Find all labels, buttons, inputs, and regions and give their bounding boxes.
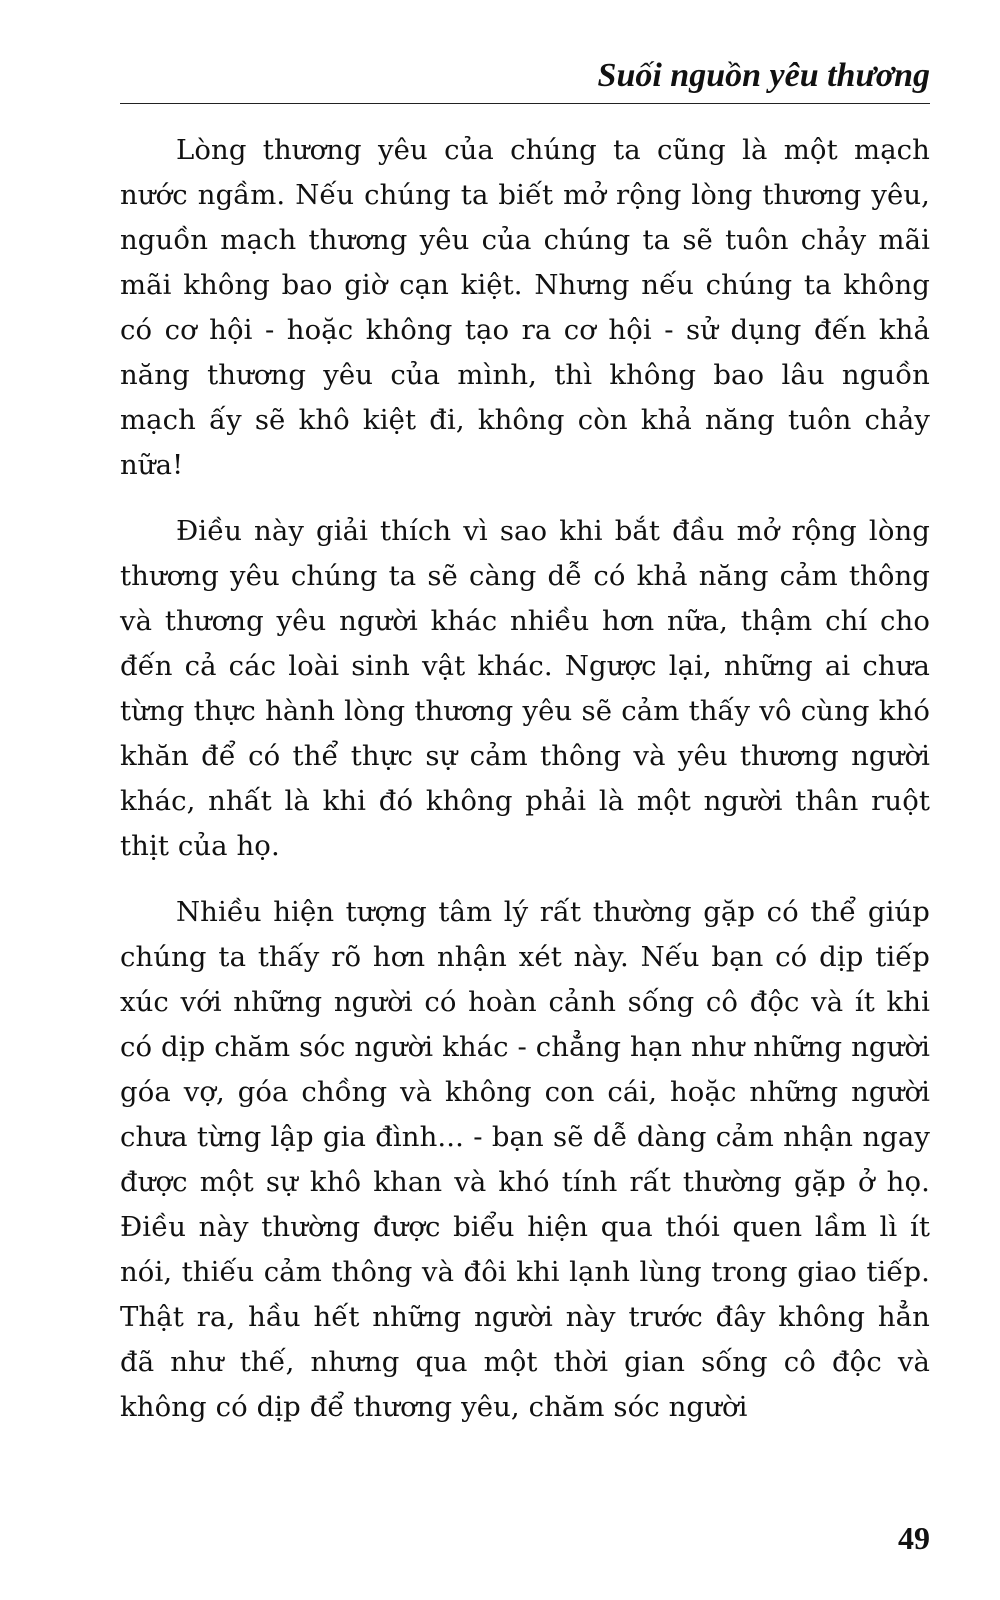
header-divider xyxy=(120,103,930,104)
paragraph-1: Lòng thương yêu của chúng ta cũng là một mạch nước ngầm. Nếu chúng ta biết mở rộng lòng thương yêu, nguồn mạch thương yêu của chúng ta sẽ tuôn chảy mãi mãi không bao giờ cạn kiệt. Nhưng nếu chúng ta không có cơ hội - hoặc không tạo ra cơ hội - sử dụng đến khả năng thương yêu của mình, thì không bao lâu nguồn mạch ấy sẽ khô kiệt đi, không còn khả năng tuôn chảy nữa! xyxy=(120,134,930,481)
paragraph-3: Nhiều hiện tượng tâm lý rất thường gặp có thể giúp chúng ta thấy rõ hơn nhận xét này. Nếu bạn có dịp tiếp xúc với những người có hoàn cảnh sống cô độc và ít khi có dịp chăm sóc người khác - chẳng hạn như những người góa vợ, góa chồng và không con cái, hoặc những người chưa từng lập gia đình... - bạn sẽ dễ dàng cảm nhận ngay được một sự khô khan và khó tính rất thường gặp ở họ. Điều này thường được biểu hiện qua thói quen lầm lì ít nói, thiếu cảm thông và đôi khi lạnh lùng trong giao tiếp. Thật ra, hầu hết những người này trước đây không hẳn đã như thế, nhưng qua một thời gian sống cô độc và không có dịp để thương yêu, chăm sóc người xyxy=(120,896,930,1423)
body-text xyxy=(120,128,930,1451)
running-header-title: Suối nguồn yêu thương xyxy=(597,57,930,94)
page-number: 49 xyxy=(898,1520,930,1556)
paragraph-2: Điều này giải thích vì sao khi bắt đầu mở rộng lòng thương yêu chúng ta sẽ càng dễ có khả năng cảm thông và thương yêu người khác nhiều hơn nữa, thậm chí cho đến cả các loài sinh vật khác. Ngược lại, những ai chưa từng thực hành lòng thương yêu sẽ cảm thấy vô cùng khó khăn để có thể thực sự cảm thông và yêu thương người khác, nhất là khi đó không phải là một người thân ruột thịt của họ. xyxy=(120,515,930,862)
